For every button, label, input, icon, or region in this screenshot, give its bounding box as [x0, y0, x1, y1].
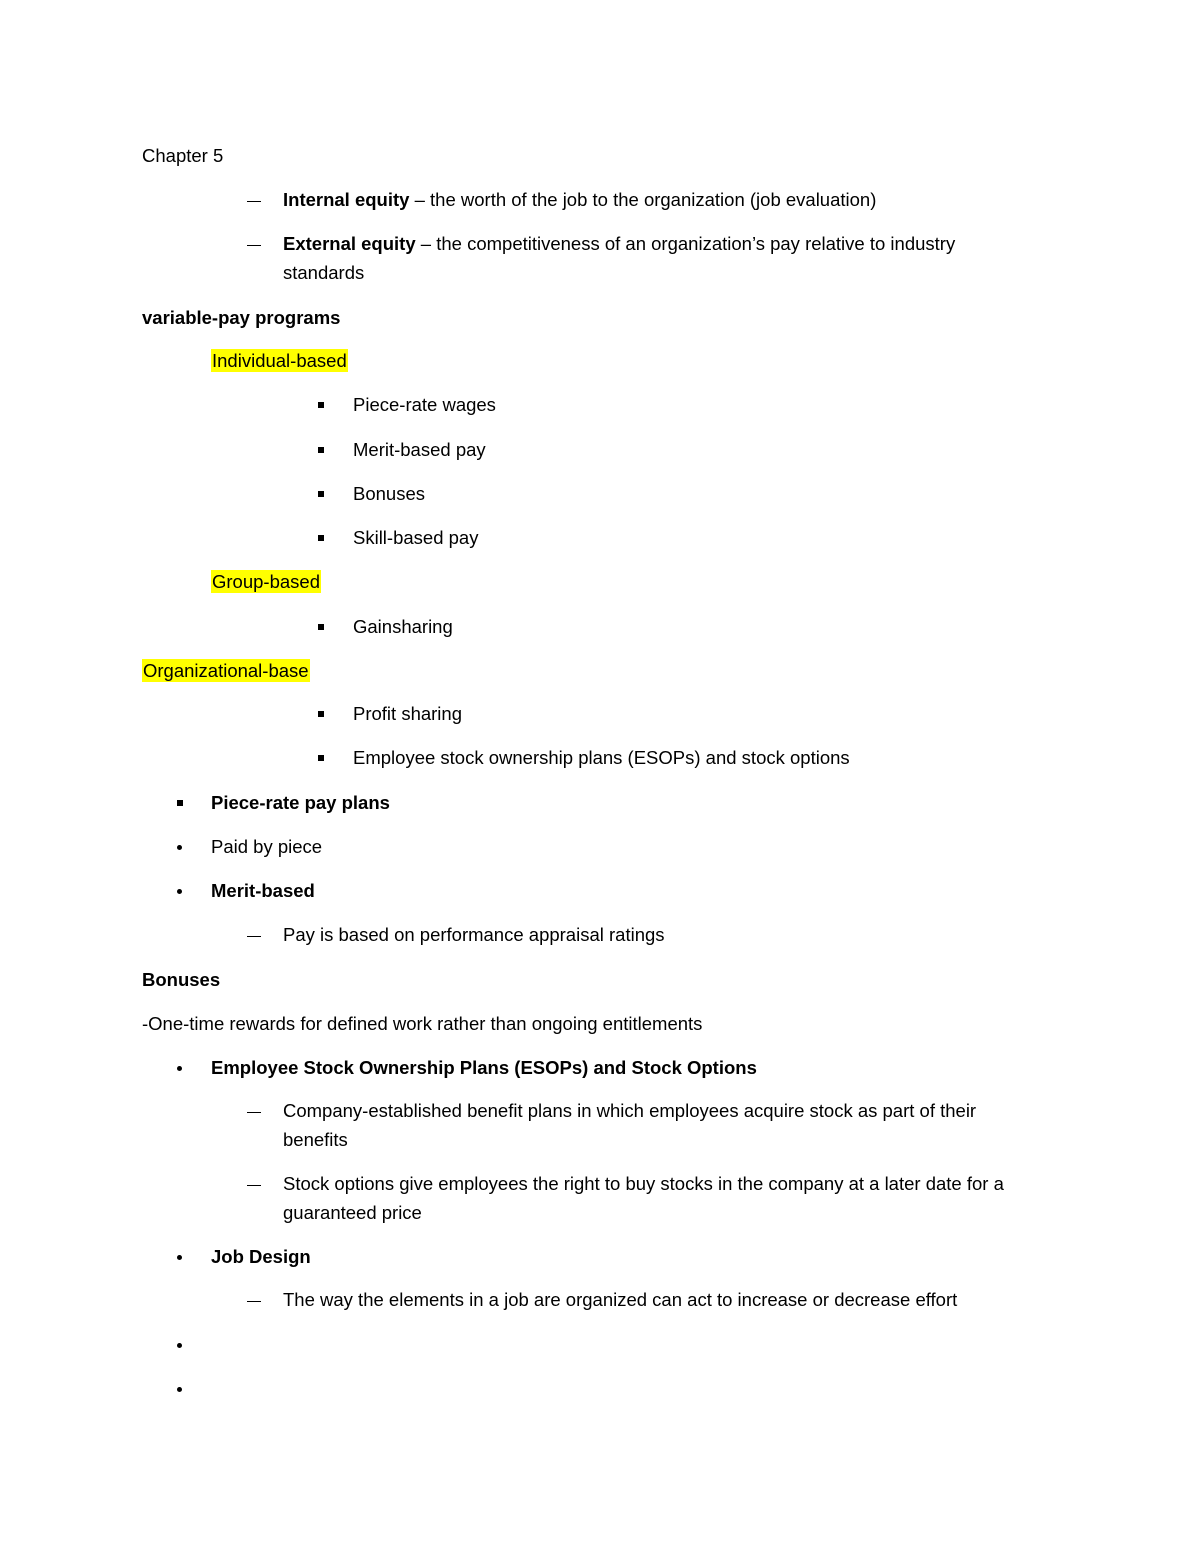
merit-definition: Pay is based on performance appraisal ratings	[283, 924, 665, 945]
dash-bullet	[247, 245, 261, 246]
variable-pay-heading: variable-pay programs	[142, 307, 341, 328]
group-based-heading	[211, 571, 321, 593]
equity-separator: –	[409, 189, 431, 210]
round-bullet	[177, 845, 182, 850]
square-bullet	[177, 800, 183, 806]
list-item: Skill-based pay	[353, 527, 479, 548]
list-item: Piece-rate wages	[353, 394, 496, 415]
equity-definition: the competitiveness of an organization’s pay relative to industry standards	[283, 233, 956, 283]
merit-heading: Merit-based	[211, 880, 315, 901]
organizational-base-heading	[142, 660, 310, 682]
dash-bullet	[247, 936, 261, 937]
list-item: Gainsharing	[353, 616, 453, 637]
dash-bullet	[247, 1301, 261, 1302]
esop-item: Company-established benefit plans in which employees acquire stock as part of their benefits	[283, 1100, 977, 1150]
piece-rate-heading: Piece-rate pay plans	[211, 792, 390, 813]
equity-separator: –	[415, 233, 437, 254]
round-bullet	[177, 1255, 182, 1260]
square-bullet	[318, 402, 324, 408]
round-bullet	[177, 1066, 182, 1071]
chapter-title: Chapter 5	[142, 145, 224, 166]
equity-definition: the worth of the job to the organization (job evaluation)	[430, 189, 877, 210]
paid-by-piece: Paid by piece	[211, 836, 323, 857]
equity-term: External equity	[283, 233, 416, 254]
square-bullet	[318, 755, 324, 761]
equity-item-internal	[283, 189, 1043, 211]
round-bullet	[177, 889, 182, 894]
square-bullet	[318, 624, 324, 630]
job-design-heading: Job Design	[211, 1246, 311, 1267]
job-design-definition: The way the elements in a job are organized can act to increase or decrease effort	[283, 1289, 958, 1310]
equity-term: Internal equity	[283, 189, 410, 210]
list-item: Employee stock ownership plans (ESOPs) and stock options	[353, 747, 850, 768]
esop-item: Stock options give employees the right to buy stocks in the company at a later date for a guaranteed price	[283, 1173, 1004, 1223]
list-item: Bonuses	[353, 483, 425, 504]
square-bullet	[318, 535, 324, 541]
list-item: Profit sharing	[353, 703, 462, 724]
highlight: Individual-based	[212, 350, 347, 371]
esop-heading: Employee Stock Ownership Plans (ESOPs) and Stock Options	[211, 1057, 757, 1078]
bonuses-heading: Bonuses	[142, 969, 221, 990]
individual-based-heading	[211, 350, 348, 372]
square-bullet	[318, 711, 324, 717]
dash-bullet	[247, 1185, 261, 1186]
list-item: Merit-based pay	[353, 439, 486, 460]
dash-bullet	[247, 201, 261, 202]
dash-bullet	[247, 1112, 261, 1113]
square-bullet	[318, 447, 324, 453]
highlight: Organizational-base	[143, 660, 309, 681]
round-bullet	[177, 1343, 182, 1348]
equity-item-external	[283, 229, 1013, 287]
round-bullet	[177, 1387, 182, 1392]
square-bullet	[318, 491, 324, 497]
bonuses-definition: -One-time rewards for defined work rather than ongoing entitlements	[142, 1013, 703, 1034]
highlight: Group-based	[212, 571, 320, 592]
